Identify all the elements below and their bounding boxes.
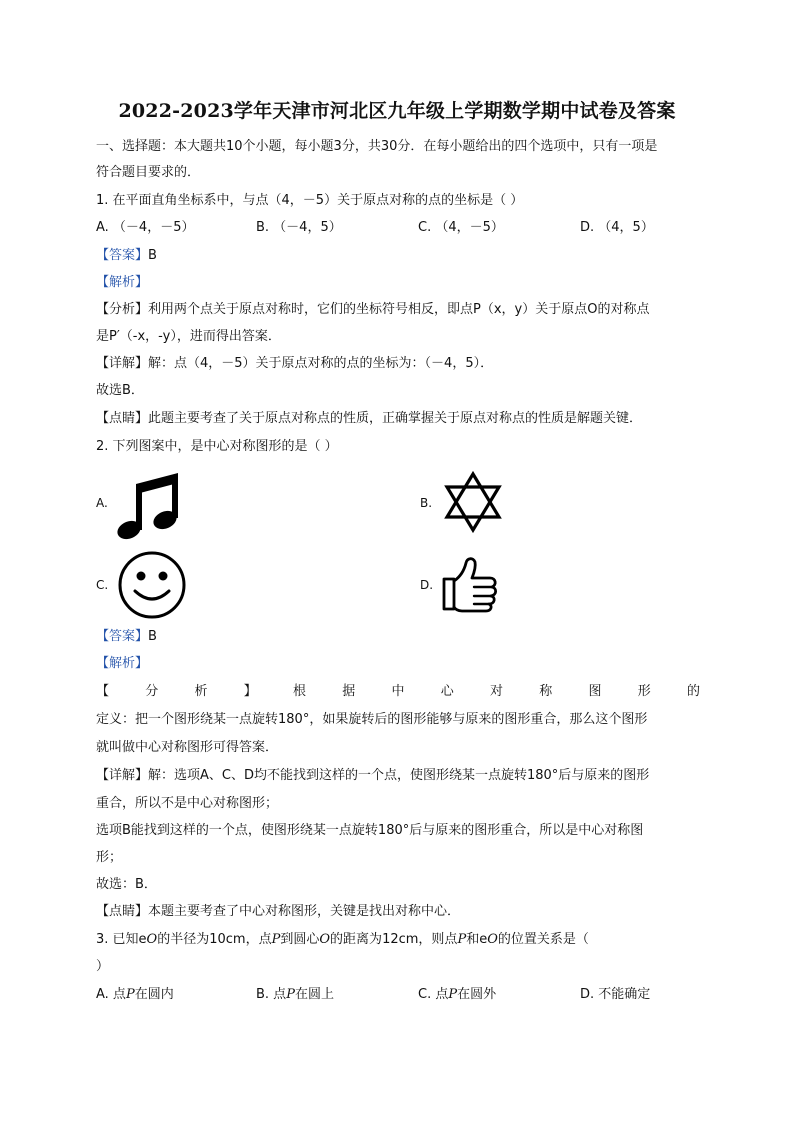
q1-option-a: A. （－4，－5）	[96, 220, 195, 235]
q1-fenxi-line-2: 是P′（-x，-y），进而得出答案．	[96, 329, 281, 344]
q3-option-a-var: P	[125, 987, 135, 1002]
q2-xiangjie-line-2: 重合，所以不是中心对称图形；	[96, 796, 279, 811]
q1-xiangjie	[96, 355, 493, 373]
q1-analysis-label: 【解析】	[96, 275, 149, 290]
q1-answer-value: B	[148, 248, 157, 263]
q1-option-d: D. （4，5）	[580, 220, 654, 235]
q1-answer-tag: 【答案】	[96, 248, 149, 263]
q1-xiangjie-tag: 【详解】	[96, 356, 149, 371]
q2-answer-value: B	[148, 629, 157, 644]
q2-fenxi-line-3: 就叫做中心对称图形可得答案．	[96, 740, 279, 755]
q1-xiangjie-text: 解：点（4，－5）关于原点对称的点的坐标为：（－4，5）．	[148, 356, 494, 371]
q2-xiangjie-line-1	[96, 767, 649, 785]
q2-analysis-label: 【解析】	[96, 656, 149, 671]
q1-option-b: B. （－4，5）	[256, 220, 342, 235]
q1-option-c: C. （4，－5）	[418, 220, 504, 235]
q3-text-7: 的位置关系是（	[497, 932, 589, 947]
q1-analysis-tag	[96, 274, 148, 292]
star-of-david-icon	[441, 470, 505, 534]
q1-answer	[96, 247, 157, 265]
q3-text-3: 到圆心	[280, 932, 320, 947]
q2-xiangjie-line-3: 选项B能找到这样的一个点，使图形绕某一点旋转180°后与原来的图形重合，所以是中心对称图	[96, 823, 644, 838]
q1-dianjing-text: 此题主要考查了关于原点对称点的性质，正确掌握关于原点对称点的性质是解题关键．	[148, 411, 643, 426]
q2-answer-tag: 【答案】	[96, 629, 149, 644]
q3-var-o: O	[146, 932, 158, 947]
q3-text-6: 和	[466, 932, 480, 947]
q3-option-c-post: 在圆外	[457, 987, 497, 1002]
q3-var-p-2: P	[457, 932, 467, 947]
q2-fenxi-line-2: 定义：把一个图形绕某一点旋转180°，如果旋转后的图形能够与原来的图形重合，那么这个图形	[96, 712, 648, 727]
q2-xiangjie-tag: 【详解】	[96, 768, 149, 783]
q3-text-1: 的半径为	[157, 932, 210, 947]
q3-option-c-pre: C. 点	[418, 987, 449, 1002]
q3-text-5: ，则点	[418, 932, 458, 947]
q3-circle-symbol-2: e	[479, 932, 488, 947]
q1-dianjing	[96, 410, 642, 428]
q1-stem: 1. 在平面直角坐标系中，与点（4，－5）关于原点对称的点的坐标是（ ）	[96, 193, 524, 208]
q2-stem: 2. 下列图案中，是中心对称图形的是（ ）	[96, 439, 338, 454]
q3-distance: 12cm	[382, 932, 419, 947]
page-title: 2022-2023学年天津市河北区九年级上学期数学期中试卷及答案	[118, 100, 676, 122]
q2-dianjing	[96, 903, 460, 921]
q3-var-o-2: O	[319, 932, 331, 947]
q2-conclusion: 故选：B．	[96, 877, 157, 892]
section-heading-line-2: 符合题目要求的．	[96, 165, 201, 180]
q1-fenxi-line-1	[96, 301, 649, 319]
thumbs-up-icon	[440, 553, 502, 615]
smiley-face-icon	[116, 549, 188, 621]
q3-option-b-pre: B. 点	[256, 987, 287, 1002]
q3-option-c	[418, 986, 496, 1004]
q1-conclusion: 故选B．	[96, 383, 144, 398]
q3-option-b	[256, 986, 334, 1004]
q2-label-d: D.	[420, 578, 434, 592]
q1-fenxi-tag: 【分析】	[96, 302, 149, 317]
q2-xiangjie-text-1: 解：选项A、C、D均不能找到这样的一个点，使图形绕某一点旋转180°后与原来的图形	[148, 768, 650, 783]
q2-label-b: B.	[420, 496, 433, 510]
q2-xiangjie-line-4: 形；	[96, 850, 123, 865]
q3-text-2: ，点	[245, 932, 272, 947]
q3-circle-symbol: e	[138, 932, 147, 947]
q2-analysis-tag	[96, 655, 148, 673]
music-note-icon	[116, 470, 184, 542]
q2-dianjing-tag: 【点睛】	[96, 904, 149, 919]
q3-option-c-var: P	[448, 987, 458, 1002]
q3-option-b-var: P	[286, 987, 295, 1002]
q3-var-p: P	[271, 932, 281, 947]
q3-text-4: 的距离为	[330, 932, 383, 947]
q1-dianjing-tag: 【点睛】	[96, 411, 149, 426]
q3-radius: 10cm	[209, 932, 246, 947]
q3-option-a-post: 在圆内	[134, 987, 174, 1002]
q3-stem-close: ）	[96, 959, 110, 974]
q2-answer	[96, 628, 157, 646]
q2-label-c: C.	[96, 578, 109, 592]
section-heading-line-1: 一、选择题：本大题共10个小题，每小题3分，共30分．在每小题给出的四个选项中，只有一项是	[96, 139, 658, 154]
q2-dianjing-text: 本题主要考查了中心对称图形，关键是找出对称中心．	[148, 904, 461, 919]
q3-option-d: D. 不能确定	[580, 987, 651, 1002]
q3-option-b-post: 在圆上	[294, 987, 334, 1002]
q3-var-o-3: O	[487, 932, 498, 947]
q3-option-a-pre: A. 点	[96, 987, 126, 1002]
q3-prefix: 3. 已知	[96, 932, 139, 947]
q3-stem	[96, 931, 589, 949]
q2-label-a: A.	[96, 496, 108, 510]
q1-fenxi-text-1: 利用两个点关于原点对称时，它们的坐标符号相反，即点P（x，y）关于原点O的对称点	[148, 302, 650, 317]
q3-option-a	[96, 986, 174, 1004]
q2-fenxi-line-1: 【 分 析 】 根 据 中 心 对 称 图 形 的	[96, 684, 700, 699]
